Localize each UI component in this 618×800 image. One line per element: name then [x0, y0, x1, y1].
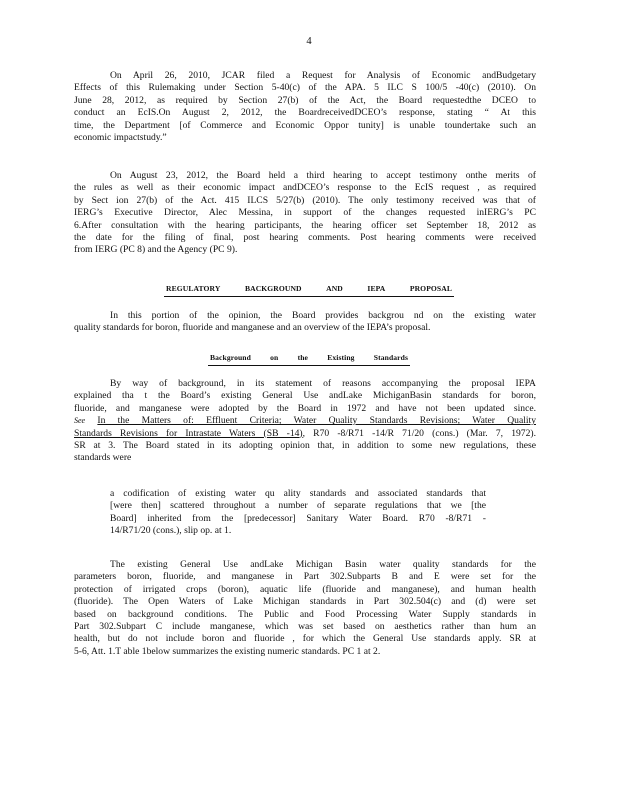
text-line: quality standards for boron, fluoride and manganese and an overview of the IEPA’s proposal.	[74, 322, 431, 334]
quote-line: Board] inherited from the [predecessor] Sanitary Water Board. R70 -8/R71 -	[110, 512, 486, 524]
page-number: 4	[306, 36, 312, 47]
text-line: based on background conditions. The Public and Food Processing Water Supply standards in	[74, 608, 536, 620]
quote-line: [were then] scattered throughout a number of separate regulations that we [the	[110, 500, 486, 512]
text-line: June 28, 2012, as required by Section 27(b) of the Act, the Board requestedthe DCEO to	[74, 94, 536, 106]
text-line: 5-6, Att. 1.T able 1below summarizes the existing numeric standards. PC 1 at 2.	[74, 645, 381, 657]
block-quote	[110, 488, 486, 538]
quote-line: 14/R71/20 (cons.), slip op. at 1.	[110, 525, 232, 537]
see-signal: See	[74, 416, 86, 426]
text-line: 6.After consultation with the hearing participants, the hearing officer set September 18, 2012 as	[74, 219, 536, 231]
text-line: explained tha t the Board’s existing General Use andLake MichiganBasin standards for boron,	[74, 390, 536, 402]
text-line: protection of irrigated crops (boron), aquatic life (fluoride and manganese), and human health	[74, 583, 536, 595]
text-line-citation: Standards Revisions for Intrastate Waters (SB -14), R70 -8/R71 -14/R 71/20 (cons.) (Mar. 7, 1972).	[74, 427, 536, 439]
paragraph-third-hearing	[74, 170, 536, 257]
paragraph-background	[74, 378, 536, 465]
text-line: SR at 3. The Board stated in its adopting opinion that, in addition to some new regulations, these	[74, 440, 536, 452]
text-line: the date for the filing of final, post hearing comments. Post hearing comments were received	[74, 232, 536, 244]
text-line: from IERG (PC 8) and the Agency (PC 9).	[74, 244, 238, 256]
text-line: Effects of this Rulemaking under Section 5-40(c) of the APA. 5 ILC S 100/5 -40(c) (2010). On	[74, 82, 536, 94]
text-line: by Sect ion 27(b) of the Act. 415 ILCS 5/27(b) (2010). The only testimony received was that of	[74, 194, 536, 206]
text-line: On April 26, 2010, JCAR filed a Request for Analysis of Economic andBudgetary	[110, 70, 536, 81]
text-line: economic impactstudy.”	[74, 132, 167, 144]
quote-line: a codification of existing water qu ality standards and associated standards that	[110, 488, 486, 499]
text-line: health, but do not include boron and fluoride , for which the General Use standards apply. SR at	[74, 633, 536, 645]
text-line: (fluoride). The Open Waters of Lake Michigan standards in Part 302.504(c) and (d) were set	[74, 596, 536, 608]
case-citation: In the Matters of: Effluent Criteria; Water Quality Standards Revisions; Water Quality	[97, 415, 536, 427]
text-line: IERG’s Executive Director, Alec Messina, in support of the changes requested inIERG’s PC	[74, 207, 536, 219]
text-line: The existing General Use andLake Michigan Basin water quality standards for the	[110, 559, 536, 570]
text-line: time, the Department [of Commerce and Economic Oppor tunity] is unable toundertake such an	[74, 119, 536, 131]
text-line: By way of background, in its statement of reasons accompanying the proposal IEPA	[110, 378, 536, 389]
text-line: the rules as well as their economic impact andDCEO’s response to the EcIS request , as required	[74, 182, 536, 194]
paragraph-jcar-request	[74, 70, 536, 144]
paragraph-existing-standards	[74, 559, 536, 658]
text-line: parameters boron, fluoride, and manganese in Part 302.Subparts B and E were set for the	[74, 571, 536, 583]
section-heading-regulatory-background: REGULATORY BACKGROUND AND IEPA PROPOSAL	[0, 283, 618, 297]
text-line: conduct an EcIS.On August 2, 2012, the BoardreceivedDCEO’s response, stating “ At this	[74, 107, 536, 119]
text-line: standards were	[74, 452, 132, 464]
subheading-existing-standards: Background on the Existing Standards	[0, 352, 618, 366]
text-line: On August 23, 2012, the Board held a third hearing to accept testimony onthe merits of	[110, 170, 536, 181]
case-citation-cont: Standards Revisions for Intrastate Waters (SB -14)	[74, 427, 303, 439]
text-line: fluoride, and manganese were adopted by the Board in 1972 and have not been updated since.	[74, 402, 536, 414]
text-line: Part 302.Subpart C include manganese, which was set based on aesthetics rather than hum an	[74, 621, 536, 633]
text-line: In this portion of the opinion, the Board provides backgrou nd on the existing water	[110, 310, 536, 321]
text-line-citation	[74, 415, 536, 427]
paragraph-portion-overview	[74, 310, 536, 335]
